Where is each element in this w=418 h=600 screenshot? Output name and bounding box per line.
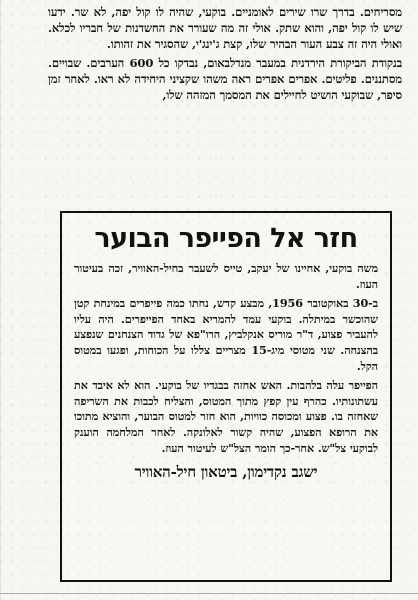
bottom-divider bbox=[0, 593, 418, 594]
boxed-story bbox=[60, 211, 392, 582]
boxed-story-title: חזר אל הפייפר הבוער bbox=[94, 223, 358, 254]
boxed-story-paragraph-3: הפייפר עלה בלהבות. האש אחזה בבגדיו של בוקעי. הוא לא איבד את עשתונותיו. כהרף עין קפץ מתוך המטוס, והצליח לכבות את השריפה שאחזה בו. פצוע ומכוסה כוויות, הוא חזר למטוס הבוער, והוציא מתוכו את הרופא הפצוע, שהיה קשור לאלונקה. לאחר המלחמה הוענק לבוקעי צל"ש. אחר-כך הומר הצל"ש לעיטור העוז. bbox=[74, 378, 378, 455]
boxed-story-byline: ישגב נקדימון, ביטאון חיל-האוויר bbox=[134, 463, 318, 482]
top-paragraph-1: מסריחים. בדרך שרו שירים לאומניים. בוקעי, שהיה לו קול יפה, לא שר. ידעו שיש לו קול יפה, והוא שתק. אולי זה מה שעורר את החשדנות של חבריו לכלא. ואולי היה זה צבע העור הבהיר שלו, קצת ג'ינג'י, שהסגיר את זהותו. bbox=[48, 5, 402, 52]
boxed-story-body bbox=[74, 261, 378, 456]
top-article-text bbox=[48, 4, 402, 200]
top-paragraph-2: בנקודת הביקורת הירדנית במעבר מנדלבאום, נבדקו כל 600 הערבים. שבויים. מסתננים. פליטים. אפרים אפרים ראה משהו שקציני היחידה לא ראו. לאחר זמן סיפר, שבוקעי הושיט לחיילים את המסמך המזהה שלו, bbox=[48, 56, 403, 103]
boxed-story-paragraph-2: ב-30 באוקטובר 1956, מבצע קדש, נחתו כמה פייפרים במינחת קטן שהוכשר במיתלה. בוקעי עמד להמריא באחד הפייפרים. היה עליו להעביר פצוע, ד"ר מוריס אנקלביץ, הרו"פא של גדוד הצנחנים שנפצע בהצנחה. שני מטוסי מיג-15 מצריים צללו על הכוחות, ופגעו במטוס הקל. bbox=[74, 296, 378, 373]
boxed-story-paragraph-1: משה בוקעי, אחיינו של יעקב, טייס לשעבר בחיל-האוויר, זכה בעיטור העוז. bbox=[74, 261, 378, 291]
